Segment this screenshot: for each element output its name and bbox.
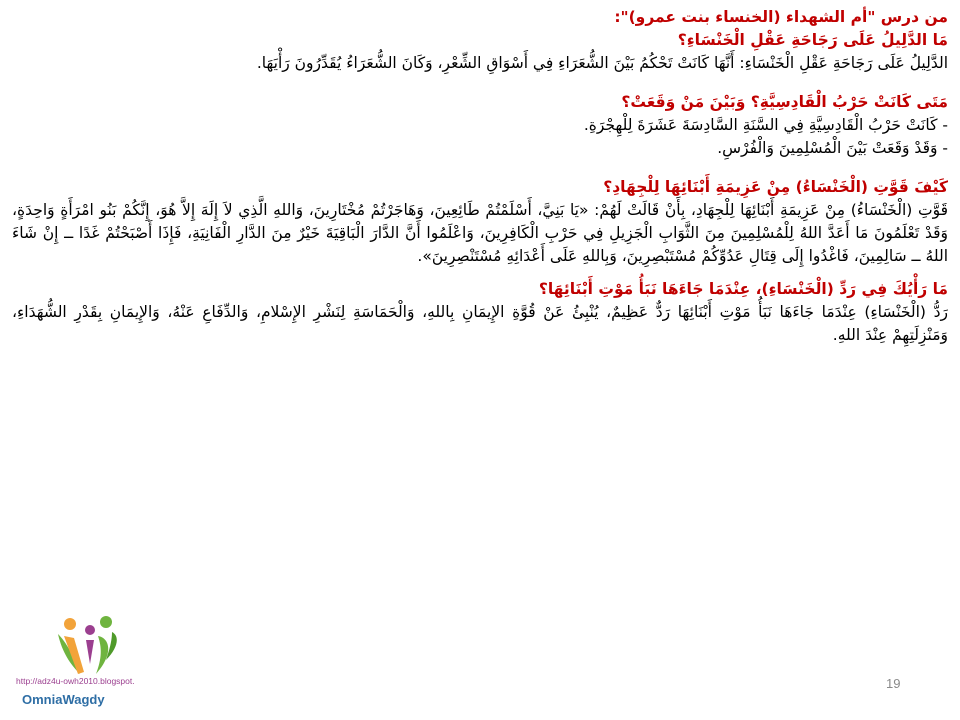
answer-2-line-2: - وَقَدْ وَقَعَتْ بَيْنَ الْمُسْلِمِينَ وَالْفُرْسِ. — [717, 139, 948, 157]
answer-2-line-1: - كَانَتْ حَرْبُ الْقَادِسِيَّةِ فِي السَّنَةِ السَّادِسَةَ عَشَرَةَ لِلْهِجْرَةِ. — [583, 116, 948, 134]
family-logo-icon — [40, 614, 130, 678]
spacer — [12, 75, 948, 91]
author-name: OmniaWagdy — [22, 692, 105, 707]
blog-logo — [12, 614, 162, 714]
spacer — [12, 160, 948, 176]
question-3: كَيْفَ قَوَّتِ (الْخَنْسَاءُ) مِنْ عَزِيمَةِ أَبْنَائِهَا لِلْجِهَادِ؟ — [603, 178, 948, 196]
answer-1: الدَّلِيلُ عَلَى رَجَاحَةِ عَقْلِ الْخَنْسَاءِ: أَنَّهَا كَانَتْ تَحْكُمُ بَيْنَ الشُّعَرَاءِ فِي أَسْوَاقِ الشِّعْرِ، وَكَانَ الشُّعَرَاءُ يُقَدِّرُونَ رَأْيَهَا. — [256, 54, 948, 72]
spacer — [12, 268, 948, 278]
slide-content — [12, 6, 948, 347]
answer-4: رَدُّ (الْخَنْسَاءِ) عِنْدَمَا جَاءَهَا نَبَأُ مَوْتِ أَبْنَائِهَا رَدٌّ عَظِيمٌ، يُنْبِئُ عَنْ قُوَّةِ الإِيمَانِ بِاللهِ، وَالْحَمَاسَةِ لِنَشْرِ الإِسْلامِ، وَالدِّفَاعِ عَنْهُ، وَالإِيمَانِ بِقَدْرِ الشُّهَدَاءِ، وَمَنْزِلَتِهِمْ عِنْدَ اللهِ. — [12, 303, 948, 344]
question-2: مَتَى كَانَتْ حَرْبُ الْقَادِسِيَّةِ؟ وَبَيْنَ مَنْ وَقَعَتْ؟ — [621, 93, 948, 111]
question-4: مَا رَأْيُكَ فِي رَدِّ (الْخَنْسَاءِ)، عِنْدَمَا جَاءَهَا نَبَأُ مَوْتِ أَبْنَائِهَا؟ — [538, 280, 948, 298]
blog-url: http://adz4u-owh2010.blogspot. — [16, 676, 135, 686]
page-number: 19 — [886, 676, 901, 691]
answer-3: قَوَّتِ (الْخَنْسَاءُ) مِنْ عَزِيمَةِ أَبْنَائِهَا لِلْجِهَادِ، بِأَنْ قَالَتْ لَهُمْ: «يَا بَنِيَّ، أَسْلَمْتُمْ طَائِعِينَ، وَهَاجَرْتُمْ مُخْتَارِينَ، وَاللهِ الَّذِي لاَ إِلَهَ إِلاَّ هُوَ، إِنَّكُمْ بَنُو امْرَأَةٍ وَاحِدَةٍ، وَقَدْ تَعْلَمُونَ مَا أَعَدَّ اللهُ لِلْمُسْلِمِينَ مِنَ الثَّوَابِ الْجَزِيلِ فِي حَرْبِ الْكَافِرِينَ، وَاعْلَمُوا أَنَّ الدَّارَ الْبَاقِيَةَ خَيْرٌ مِنَ الدَّارِ الْفَانِيَةِ، فَإِذَا أَصْبَحْتُمْ غَدًا ــ إِنْ شَاءَ اللهُ ــ سَالِمِينَ، فَاغْدُوا إِلَى قِتَالِ عَدُوِّكُمْ مُسْتَبْصِرِينَ، وَبِاللهِ عَلَى أَعْدَائِهِ مُسْتَنْصِرِينَ». — [12, 201, 948, 265]
lesson-title: من درس "أم الشهداء (الخنساء بنت عمرو)": — [614, 8, 948, 26]
question-1: مَا الدَّلِيلُ عَلَى رَجَاحَةِ عَقْلِ الْخَنْسَاءِ؟ — [677, 31, 948, 49]
